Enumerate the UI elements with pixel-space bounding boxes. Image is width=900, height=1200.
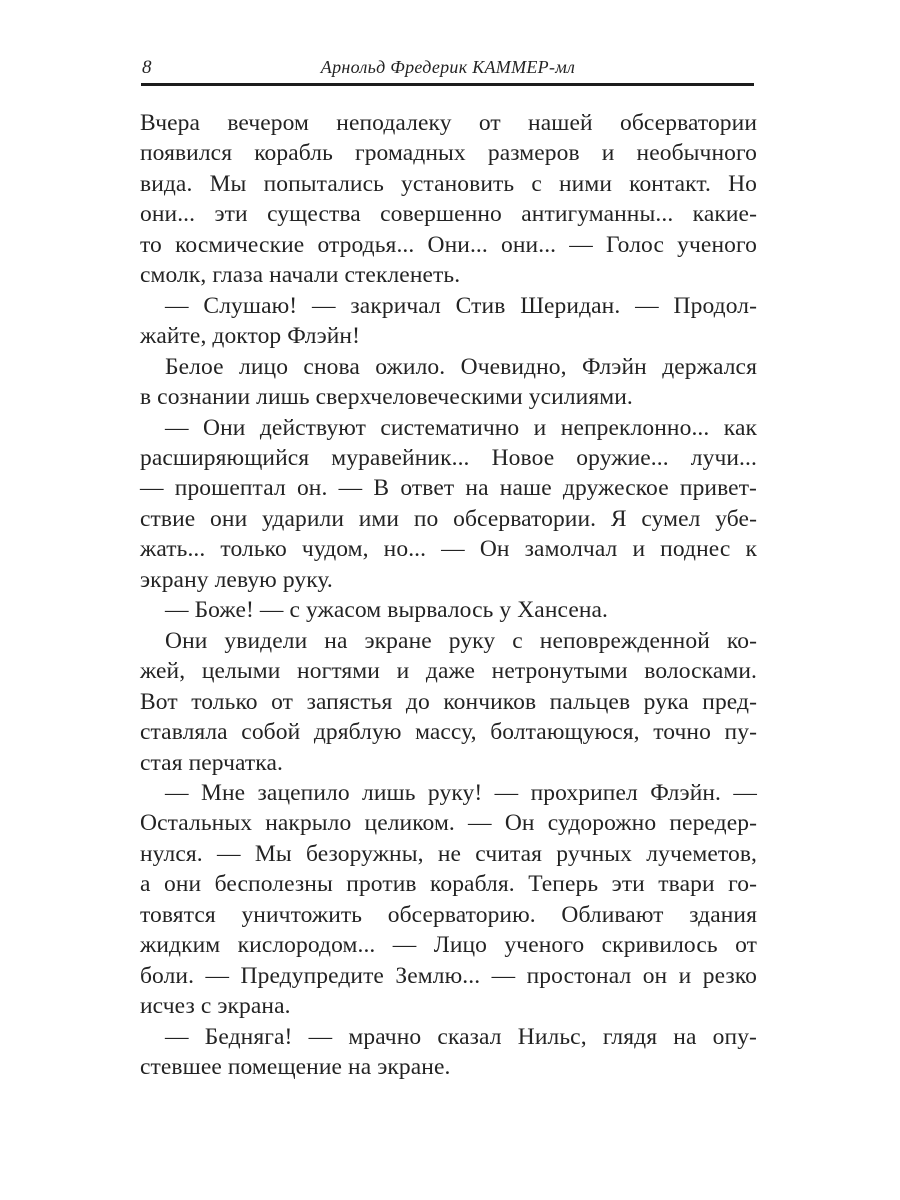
text-line: в сознании лишь сверхчеловеческими усилиями. [140,384,633,411]
text-line: Вот только от запястья до кончиков пальцев рука пред- [140,688,757,715]
text-line: Остальных накрыло целиком. — Он судорожно передер- [140,810,757,837]
text-line: — Мне зацепило лишь руку! — прохрипел Флэйн. — [165,779,757,806]
text-line: жей, целыми ногтями и даже нетронутыми волосками. [140,658,757,685]
text-line: а они бесполезны против корабля. Теперь эти твари го- [140,871,757,898]
text-line: — Боже! — с ужасом вырвалось у Хансена. [165,597,609,624]
text-line: стевшее помещение на экране. [140,1054,451,1081]
text-line: — Бедняга! — мрачно сказал Нильс, глядя на опу- [165,1023,757,1050]
text-line: они... эти существа совершенно антигуманны... какие- [140,201,757,228]
page-header [140,54,756,80]
text-line: вида. Мы попытались установить с ними контакт. Но [140,170,757,197]
text-line: исчез с экрана. [140,993,291,1020]
text-line: товятся уничтожить обсерваторию. Обливают здания [140,901,757,928]
header-rule [141,83,754,86]
text-line: нулся. — Мы безоружны, не считая ручных лучеметов, [140,840,757,867]
text-line: Они увидели на экране руку с неповрежденной ко- [165,627,757,654]
text-line: появился корабль громадных размеров и необычного [140,140,757,167]
text-line: — Они действуют систематично и непреклонно... как [165,414,757,441]
text-line: смолк, глаза начали стекленеть. [140,262,461,289]
page-number: 8 [142,57,152,78]
text-line: жидким кислородом... — Лицо ученого скривилось от [140,932,757,959]
text-line: Белое лицо снова ожило. Очевидно, Флэйн держался [165,353,757,380]
text-line: то космические отродья... Они... они... — Голос ученого [140,231,757,258]
running-head: Арнольд Фредерик КАММЕР-мл [320,57,576,77]
text-line: — прошептал он. — В ответ на наше дружеское привет- [140,475,757,502]
text-line: экрану левую руку. [140,566,333,593]
text-line: ствие они ударили ими по обсерватории. Я сумел убе- [140,505,757,532]
text-line: Вчера вечером неподалеку от нашей обсерватории [140,110,757,136]
text-line: — Слушаю! — закричал Стив Шеридан. — Продол- [165,292,757,319]
body-text [140,108,757,1083]
text-line: стая перчатка. [140,749,283,776]
text-line: жать... только чудом, но... — Он замолчал и поднес к [140,536,757,563]
text-line: боли. — Предупредите Землю... — простонал он и резко [140,962,757,989]
text-line: ставляла собой дряблую массу, болтающуюся, точно пу- [140,719,757,746]
text-line: жайте, доктор Флэйн! [140,323,361,350]
text-line: расширяющийся муравейник... Новое оружие... лучи... [140,444,757,471]
